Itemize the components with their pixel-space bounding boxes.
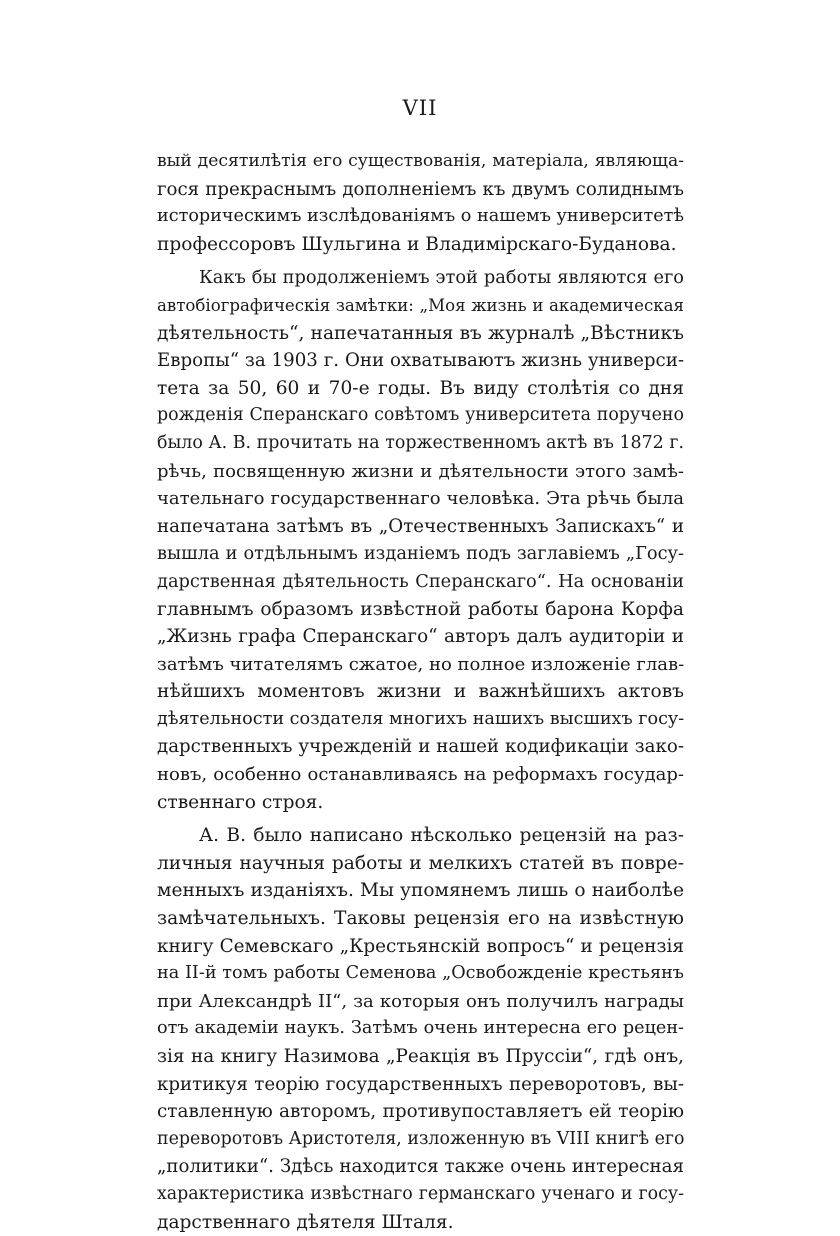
text-line: „Жизнь графа Сперанскаго“ авторъ далъ аудиторіи и [157, 626, 684, 648]
text-line: личныя научныя работы и мелкихъ статей въ повре- [157, 852, 684, 874]
text-line: дарственныхъ учрежденій и нашей кодификаціи зако- [157, 736, 684, 758]
text-line: вый десятилѣтія его существованія, матеріала, являюща- [157, 151, 684, 171]
text-line: дарственнаго дѣятеля Шталя. [157, 1211, 454, 1233]
text-line: отъ академіи наукъ. Затѣмъ очень интересна его рецен- [157, 1018, 684, 1039]
text-line: профессоровъ Шульгина и Владимірскаго-Буданова. [157, 233, 677, 255]
text-line: зія на книгу Назимова „Реакція въ Пруссіи“, гдѣ онъ, [157, 1046, 684, 1067]
body-text [157, 148, 684, 1236]
text-line: автобіографическія замѣтки: „Моя жизнь и академическая [157, 295, 684, 315]
text-line: характеристика извѣстнаго германскаго ученаго и госу- [157, 1183, 684, 1204]
text-line: напечатана затѣмъ въ „Отечественныхъ Запискахъ“ и [157, 515, 684, 537]
text-line: нѣйшихъ моментовъ жизни и важнѣйшихъ актовъ [157, 681, 684, 703]
paragraph-2 [157, 264, 684, 816]
text-line: критикуя теорію государственныхъ переворотовъ, вы- [157, 1073, 684, 1095]
paragraph-3 [157, 822, 684, 1236]
text-line: вышла и отдѣльнымъ изданіемъ подъ заглавіемъ „Госу- [157, 543, 684, 565]
text-line: главнымъ образомъ извѣстной работы барона Корфа [157, 598, 684, 620]
text-line: гося прекраснымъ дополненіемъ къ двумъ солиднымъ [157, 178, 684, 200]
text-line: дѣятельности создателя многихъ нашихъ высшихъ госу- [157, 708, 685, 729]
text-line: рожденія Сперанскаго совѣтомъ университета поручено [157, 405, 684, 426]
text-line: ственнаго строя. [157, 791, 324, 813]
text-line: затѣмъ читателямъ сжатое, но полное изложеніе глав- [157, 653, 685, 675]
text-line: тета за 50, 60 и 70-е годы. Въ виду столѣтія со дня [157, 377, 684, 399]
text-line: переворотовъ Аристотеля, изложенную въ VIII книгѣ его [157, 1128, 685, 1149]
text-line: А. В. было написано нѣсколько рецензій на раз- [199, 825, 684, 847]
text-line: дѣятельность“, напечатанныя въ журналѣ „Вѣстникъ [157, 322, 684, 344]
text-line: дарственная дѣятельность Сперанскаго“. На основаніи [157, 570, 684, 592]
text-line: менныхъ изданіяхъ. Мы упомянемъ лишь о наиболѣе [157, 880, 684, 902]
paragraph-1 [157, 148, 684, 258]
text-line: было А. В. прочитать на торжественномъ актѣ въ 1872 г. [157, 432, 684, 453]
text-line: рѣчь, посвященную жизни и дѣятельности этого замѣ- [157, 460, 684, 482]
text-line: на II-й томъ работы Семенова „Освобожденіе крестьянъ [157, 963, 684, 984]
text-line: чательнаго государственнаго человѣка. Эта рѣчь была [157, 488, 684, 510]
text-line: книгу Семевскаго „Крестьянскій вопросъ“ и рецензія [157, 935, 684, 957]
text-line: замѣчательныхъ. Таковы рецензія его на извѣстную [157, 908, 684, 930]
text-line: новъ, особенно останавливаясь на реформахъ государ- [157, 764, 684, 786]
text-line: историческимъ изслѣдованіямъ о нашемъ университетѣ [157, 206, 684, 227]
text-line: Какъ бы продолженіемъ этой работы являются его [199, 267, 684, 289]
text-line: при Александрѣ II“, за которыя онъ получилъ награды [157, 990, 684, 1012]
text-line: ставленную авторомъ, противупоставляетъ ей теорію [157, 1101, 684, 1123]
text-line: „политики“. Здѣсь находится также очень интересная [157, 1156, 684, 1178]
text-line: Европы“ за 1903 г. Они охватываютъ жизнь универси- [157, 350, 684, 372]
page-number: VII [402, 96, 438, 120]
